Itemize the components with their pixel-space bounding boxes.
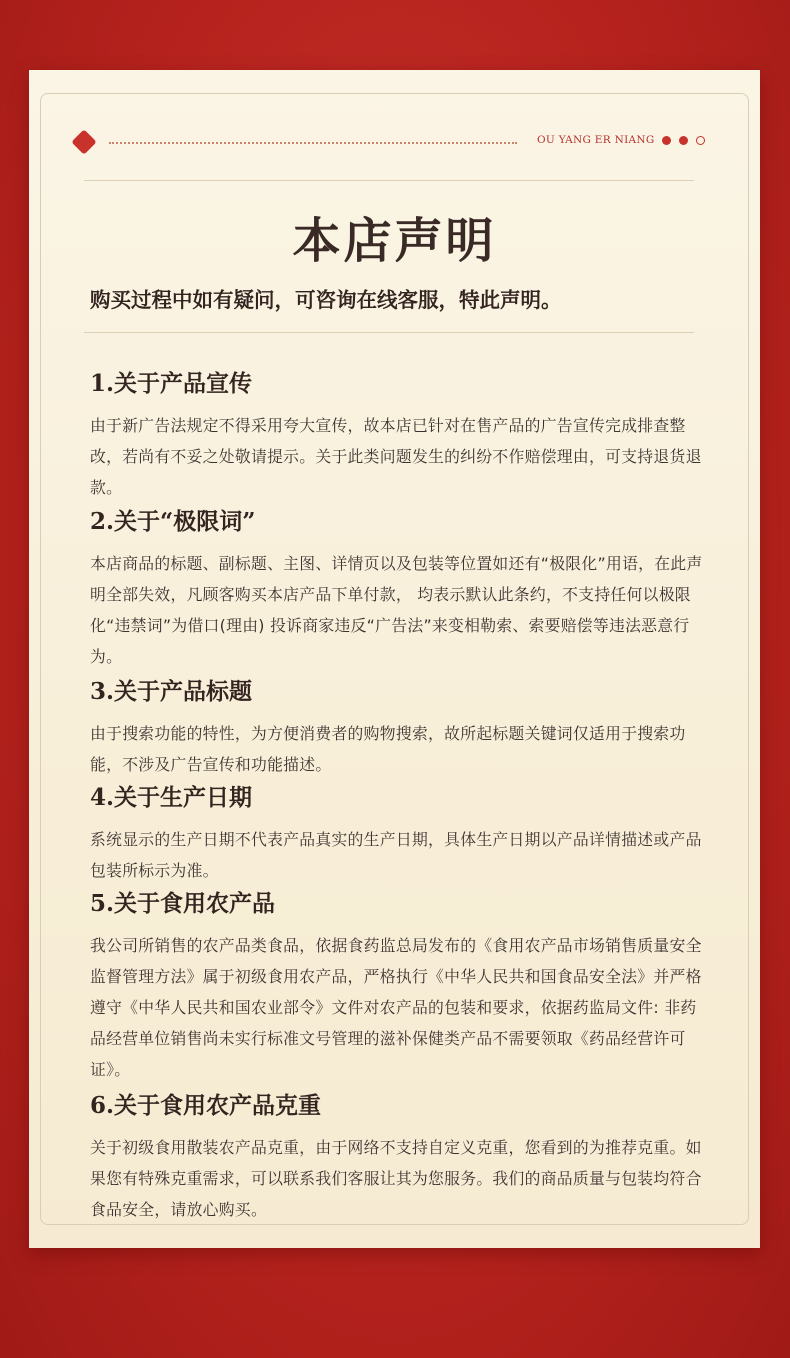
dot-filled-icon — [662, 136, 671, 145]
section-heading: 4.关于生产日期 — [90, 784, 253, 811]
top-rule — [84, 180, 694, 181]
section-product-promotion — [90, 368, 705, 503]
section-production-date — [90, 782, 705, 886]
page-subtitle: 购买过程中如有疑问，可咨询在线客服，特此声明。 — [90, 288, 562, 312]
section-agricultural-products — [90, 888, 705, 1085]
section-body: 关于初级食用散装农产品克重，由于网络不支持自定义克重，您看到的为推荐克重。如果您有特殊克重需求，可以联系我们客服让其为您服务。我们的商品质量与包装均符合食品安全，请放心购买。 — [90, 1138, 702, 1219]
notice-card — [29, 70, 760, 1248]
section-body: 我公司所销售的农产品类食品，依据食药监总局发布的《食用农产品市场销售质量安全监督管理方法》属于初级食用农产品，严格执行《中华人民共和国食品安全法》并严格遵守《中华人民共和国农业部令》文件对农产品的包装和要求，依据药监局文件: 非药品经营单位销售尚未实行标准文号管理的滋补保健类产品不需要领取《药品经营许可证》。 — [90, 936, 702, 1079]
section-extreme-words — [90, 506, 705, 672]
dotted-divider — [109, 142, 517, 144]
section-body: 由于新广告法规定不得采用夸大宣传，故本店已针对在售产品的广告宣传完成排查整改，若尚有不妥之处敬请提示。关于此类问题发生的纠纷不作赔偿理由，可支持退货退款。 — [90, 416, 702, 497]
dot-outline-icon — [696, 136, 705, 145]
page-title: 本店声明 — [292, 213, 497, 269]
section-body: 本店商品的标题、副标题、主图、详情页以及包装等位置如还有“极限化”用语，在此声明全部失效，凡顾客购买本店产品下单付款， 均表示默认此条约，不支持任何以极限化“违禁词”为借口(理由) 投诉商家违反“广告法”来变相勒索、索要赔偿等违法恶意行为。 — [90, 554, 703, 666]
section-heading: 3.关于产品标题 — [90, 678, 253, 705]
section-body: 由于搜索功能的特性，为方便消费者的购物搜索，故所起标题关键词仅适用于搜索功能，不涉及广告宣传和功能描述。 — [90, 724, 686, 774]
subtitle-rule — [84, 332, 694, 333]
section-heading: 6.关于食用农产品克重 — [90, 1092, 322, 1119]
section-product-weight — [90, 1090, 705, 1225]
section-heading: 1.关于产品宣传 — [90, 370, 253, 397]
section-heading: 2.关于“极限词” — [90, 508, 256, 535]
section-heading: 5.关于食用农产品 — [90, 890, 276, 917]
section-product-title — [90, 676, 705, 780]
dot-filled-icon — [679, 136, 688, 145]
brand-name: OU YANG ER NIANG — [537, 134, 655, 146]
section-body: 系统显示的生产日期不代表产品真实的生产日期，具体生产日期以产品详情描述或产品包装所标示为准。 — [90, 830, 702, 880]
